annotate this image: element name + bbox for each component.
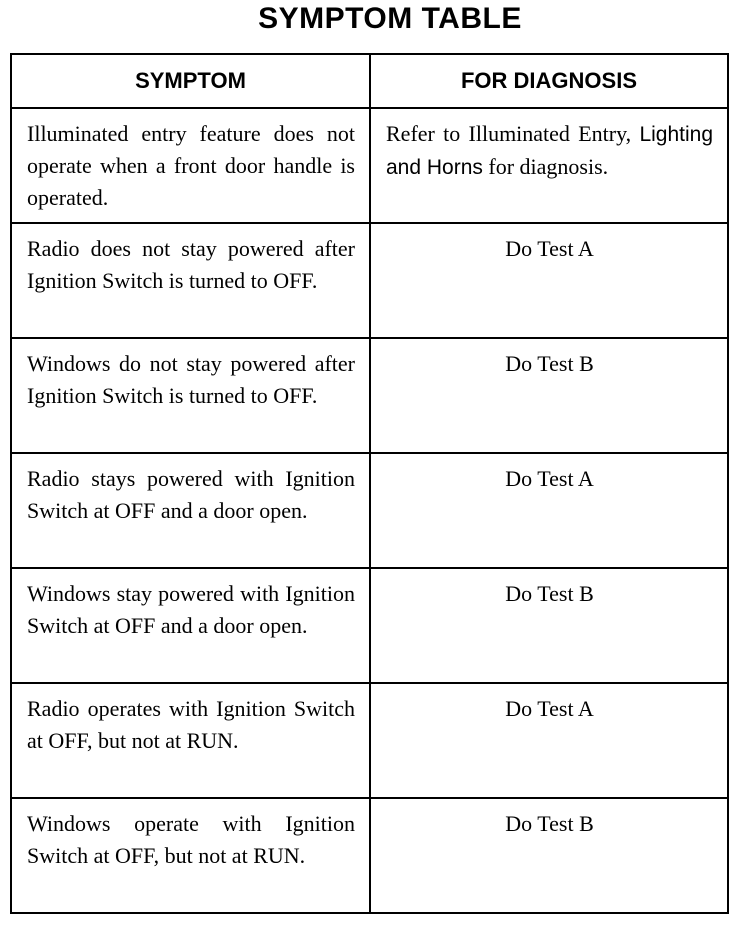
diagnosis-cell <box>370 108 728 223</box>
diagnosis-text-part: Refer to Illuminated Entry, <box>386 121 632 146</box>
diagnosis-text: Do Test A <box>505 466 594 491</box>
column-header-diagnosis: FOR DIAGNOSIS <box>370 54 728 108</box>
symptom-text: Illuminated entry feature does not operate when a front door handle is operated. <box>27 121 355 210</box>
symptom-cell <box>11 568 370 683</box>
diagnosis-cell <box>370 338 728 453</box>
symptom-cell <box>11 683 370 798</box>
table-row <box>11 338 728 453</box>
symptom-text: Radio operates with Ignition Switch at OFF, but not at RUN. <box>27 696 355 753</box>
diagnosis-text: Do Test B <box>505 811 594 836</box>
table-row <box>11 453 728 568</box>
page-title: SYMPTOM TABLE <box>258 2 522 35</box>
diagnosis-cell <box>370 453 728 568</box>
symptom-cell <box>11 108 370 223</box>
symptom-cell <box>11 338 370 453</box>
symptom-table <box>10 53 729 914</box>
symptom-text: Radio does not stay powered after Ignition Switch is turned to OFF. <box>27 236 355 293</box>
symptom-cell <box>11 453 370 568</box>
symptom-cell <box>11 223 370 338</box>
diagnosis-text: Do Test A <box>505 236 594 261</box>
diagnosis-cell <box>370 568 728 683</box>
diagnosis-cell <box>370 683 728 798</box>
symptom-text: Windows operate with Ignition Switch at OFF, but not at RUN. <box>27 811 355 868</box>
table-row <box>11 568 728 683</box>
diagnosis-text: Do Test A <box>505 696 594 721</box>
diagnosis-text-part: for diagnosis. <box>488 154 609 179</box>
diagnosis-cell <box>370 798 728 913</box>
symptom-text: Radio stays powered with Ignition Switch at OFF and a door open. <box>27 466 355 523</box>
table-row <box>11 798 728 913</box>
symptom-text: Windows stay powered with Ignition Switch at OFF and a door open. <box>27 581 355 638</box>
diagnosis-text: Do Test B <box>505 351 594 376</box>
symptom-cell <box>11 798 370 913</box>
symptom-text: Windows do not stay powered after Ignition Switch is turned to OFF. <box>27 351 355 408</box>
table-row <box>11 223 728 338</box>
table-row <box>11 683 728 798</box>
column-header-symptom: SYMPTOM <box>11 54 370 108</box>
table-row <box>11 108 728 223</box>
table-header-row <box>11 54 728 108</box>
diagnosis-reference-section: Lighting and Horns <box>386 123 713 179</box>
diagnosis-cell <box>370 223 728 338</box>
diagnosis-text: Do Test B <box>505 581 594 606</box>
diagnosis-text <box>371 109 727 184</box>
